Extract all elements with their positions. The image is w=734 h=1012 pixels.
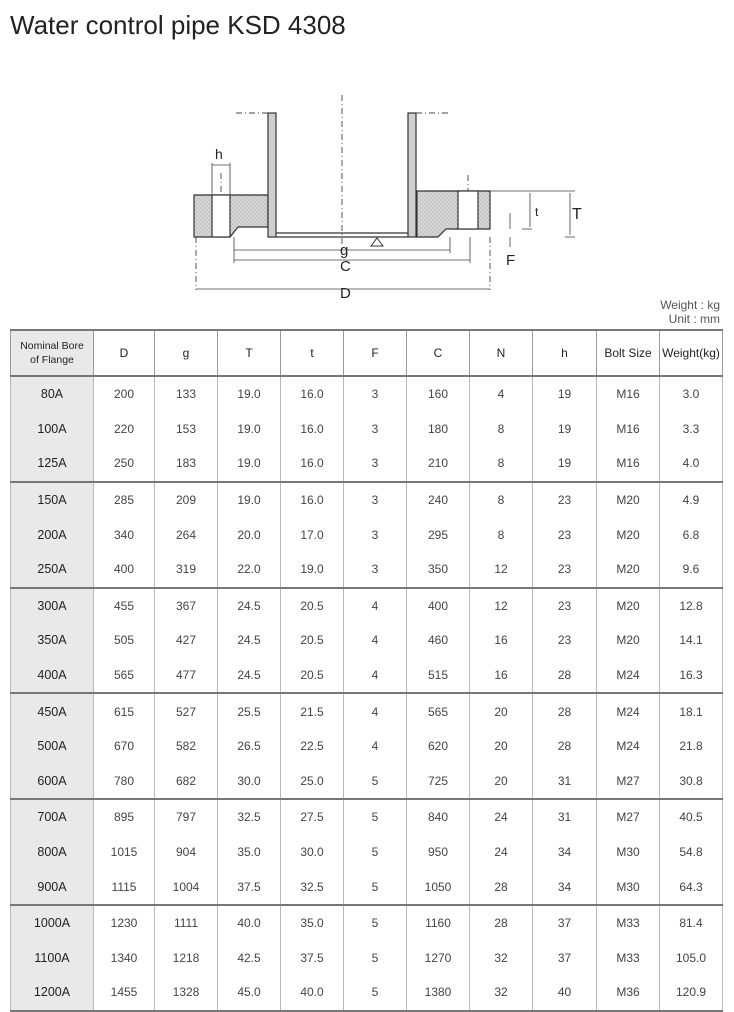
cell-c: 350 [407, 552, 470, 588]
cell-n: 20 [470, 764, 533, 800]
cell-weight: 14.1 [660, 623, 723, 658]
cell-c: 160 [407, 376, 470, 412]
cell-g: 209 [155, 482, 218, 518]
cell-bolt-size: M16 [597, 376, 660, 412]
cell-c: 240 [407, 482, 470, 518]
cell-f: 3 [344, 412, 407, 447]
cell-h: 23 [533, 588, 597, 624]
table-row [11, 729, 723, 764]
flange-right-body [417, 191, 490, 237]
cell-small-t: 16.0 [281, 376, 344, 412]
cell-n: 20 [470, 729, 533, 764]
cell-nominal-bore: 500A [11, 729, 94, 764]
cell-h: 28 [533, 729, 597, 764]
cell-f: 5 [344, 869, 407, 905]
cell-c: 725 [407, 764, 470, 800]
cell-g: 153 [155, 412, 218, 447]
cell-c: 1160 [407, 905, 470, 941]
cell-c: 565 [407, 693, 470, 729]
table-row [11, 869, 723, 905]
cell-big-t: 19.0 [218, 376, 281, 412]
cell-d: 505 [94, 623, 155, 658]
cell-bolt-size: M20 [597, 517, 660, 552]
page-title: Water control pipe KSD 4308 [10, 10, 346, 40]
cell-bolt-size: M20 [597, 552, 660, 588]
cell-n: 32 [470, 941, 533, 976]
cell-h: 31 [533, 764, 597, 800]
cell-big-t: 32.5 [218, 799, 281, 835]
cell-nominal-bore: 400A [11, 658, 94, 694]
header-line: D [119, 346, 129, 360]
cell-h: 23 [533, 517, 597, 552]
cell-d: 895 [94, 799, 155, 835]
cell-bolt-size: M30 [597, 869, 660, 905]
header-n [470, 330, 533, 376]
cell-f: 5 [344, 799, 407, 835]
cell-big-t: 22.0 [218, 552, 281, 588]
cell-h: 19 [533, 376, 597, 412]
table-row [11, 482, 723, 518]
cell-big-t: 37.5 [218, 869, 281, 905]
cell-small-t: 17.0 [281, 517, 344, 552]
cell-g: 1004 [155, 869, 218, 905]
cell-f: 3 [344, 517, 407, 552]
cell-h: 34 [533, 869, 597, 905]
cell-f: 5 [344, 905, 407, 941]
cell-big-t: 19.0 [218, 482, 281, 518]
cell-d: 1015 [94, 835, 155, 870]
header-line: Nominal Bore [20, 340, 84, 352]
cell-bolt-size: M20 [597, 482, 660, 518]
cell-h: 37 [533, 941, 597, 976]
cell-n: 4 [470, 376, 533, 412]
cell-n: 20 [470, 693, 533, 729]
cell-big-t: 45.0 [218, 975, 281, 1011]
cell-weight: 21.8 [660, 729, 723, 764]
cell-nominal-bore: 125A [11, 446, 94, 482]
cell-h: 40 [533, 975, 597, 1011]
cell-small-t: 32.5 [281, 869, 344, 905]
cell-f: 4 [344, 588, 407, 624]
cell-f: 5 [344, 975, 407, 1011]
cell-weight: 4.9 [660, 482, 723, 518]
cell-weight: 4.0 [660, 446, 723, 482]
cell-g: 904 [155, 835, 218, 870]
cell-small-t: 35.0 [281, 905, 344, 941]
dim-label-g: g [340, 242, 349, 259]
cell-h: 37 [533, 905, 597, 941]
header-line: g [182, 346, 190, 360]
cell-c: 515 [407, 658, 470, 694]
cell-g: 527 [155, 693, 218, 729]
cell-small-t: 20.5 [281, 588, 344, 624]
cell-f: 4 [344, 729, 407, 764]
cell-weight: 18.1 [660, 693, 723, 729]
cell-g: 1328 [155, 975, 218, 1011]
units-note [660, 298, 720, 326]
cell-weight: 30.8 [660, 764, 723, 800]
cell-f: 5 [344, 764, 407, 800]
cell-nominal-bore: 1000A [11, 905, 94, 941]
table-row [11, 376, 723, 412]
cell-c: 180 [407, 412, 470, 447]
cell-nominal-bore: 300A [11, 588, 94, 624]
cell-nominal-bore: 450A [11, 693, 94, 729]
cell-n: 8 [470, 446, 533, 482]
cell-nominal-bore: 600A [11, 764, 94, 800]
cell-bolt-size: M36 [597, 975, 660, 1011]
cell-weight: 3.3 [660, 412, 723, 447]
cell-n: 28 [470, 869, 533, 905]
cell-d: 1115 [94, 869, 155, 905]
cell-d: 220 [94, 412, 155, 447]
cell-c: 210 [407, 446, 470, 482]
cell-g: 477 [155, 658, 218, 694]
cell-small-t: 25.0 [281, 764, 344, 800]
cell-h: 19 [533, 446, 597, 482]
cell-g: 319 [155, 552, 218, 588]
cell-n: 8 [470, 517, 533, 552]
cell-c: 1050 [407, 869, 470, 905]
cell-g: 682 [155, 764, 218, 800]
flange-left-body [194, 195, 268, 237]
cell-bolt-size: M24 [597, 658, 660, 694]
cell-n: 24 [470, 799, 533, 835]
cell-bolt-size: M33 [597, 941, 660, 976]
cell-h: 23 [533, 552, 597, 588]
table-row [11, 941, 723, 976]
cell-nominal-bore: 350A [11, 623, 94, 658]
dim-label-h: h [215, 146, 223, 162]
cell-nominal-bore: 250A [11, 552, 94, 588]
cell-n: 28 [470, 905, 533, 941]
cell-c: 620 [407, 729, 470, 764]
cell-bolt-size: M20 [597, 588, 660, 624]
cell-small-t: 22.5 [281, 729, 344, 764]
table-row [11, 552, 723, 588]
table-row [11, 975, 723, 1011]
cell-big-t: 20.0 [218, 517, 281, 552]
cell-big-t: 30.0 [218, 764, 281, 800]
cell-weight: 3.0 [660, 376, 723, 412]
cell-c: 460 [407, 623, 470, 658]
dim-label-D: D [340, 285, 351, 302]
table-row [11, 623, 723, 658]
header-big-t [218, 330, 281, 376]
cell-n: 32 [470, 975, 533, 1011]
header-f [344, 330, 407, 376]
header-c [407, 330, 470, 376]
cell-weight: 16.3 [660, 658, 723, 694]
cell-big-t: 24.5 [218, 658, 281, 694]
cell-bolt-size: M16 [597, 446, 660, 482]
table-row [11, 446, 723, 482]
cell-bolt-size: M33 [597, 905, 660, 941]
cell-d: 615 [94, 693, 155, 729]
header-line: F [371, 346, 379, 360]
cell-small-t: 40.0 [281, 975, 344, 1011]
cell-h: 28 [533, 693, 597, 729]
cell-g: 1218 [155, 941, 218, 976]
cell-f: 3 [344, 376, 407, 412]
cell-g: 367 [155, 588, 218, 624]
cell-weight: 54.8 [660, 835, 723, 870]
cell-h: 19 [533, 412, 597, 447]
cell-g: 183 [155, 446, 218, 482]
table-header-row [11, 330, 723, 376]
cell-n: 8 [470, 482, 533, 518]
cell-d: 400 [94, 552, 155, 588]
cell-bolt-size: M24 [597, 729, 660, 764]
cell-nominal-bore: 100A [11, 412, 94, 447]
cell-big-t: 24.5 [218, 588, 281, 624]
cell-d: 565 [94, 658, 155, 694]
cell-c: 400 [407, 588, 470, 624]
cell-weight: 9.6 [660, 552, 723, 588]
cell-n: 24 [470, 835, 533, 870]
header-g [155, 330, 218, 376]
cell-f: 3 [344, 552, 407, 588]
cell-weight: 12.8 [660, 588, 723, 624]
cell-g: 1111 [155, 905, 218, 941]
cell-weight: 120.9 [660, 975, 723, 1011]
cell-bolt-size: M20 [597, 623, 660, 658]
cell-small-t: 16.0 [281, 446, 344, 482]
header-line: T [245, 346, 253, 360]
cell-small-t: 16.0 [281, 482, 344, 518]
header-line: h [561, 346, 568, 360]
table-row [11, 764, 723, 800]
cell-big-t: 25.5 [218, 693, 281, 729]
cell-weight: 6.8 [660, 517, 723, 552]
cell-nominal-bore: 80A [11, 376, 94, 412]
cell-small-t: 37.5 [281, 941, 344, 976]
dim-label-t: t [535, 205, 539, 219]
cell-nominal-bore: 900A [11, 869, 94, 905]
cell-c: 1270 [407, 941, 470, 976]
cell-big-t: 35.0 [218, 835, 281, 870]
cell-d: 455 [94, 588, 155, 624]
cell-d: 1340 [94, 941, 155, 976]
cell-f: 4 [344, 693, 407, 729]
header-line: Bolt Size [604, 346, 652, 360]
cell-small-t: 27.5 [281, 799, 344, 835]
cell-h: 34 [533, 835, 597, 870]
cell-bolt-size: M24 [597, 693, 660, 729]
cell-c: 295 [407, 517, 470, 552]
cell-d: 780 [94, 764, 155, 800]
header-d [94, 330, 155, 376]
cell-small-t: 30.0 [281, 835, 344, 870]
table-body [11, 376, 723, 1011]
cell-bolt-size: M16 [597, 412, 660, 447]
cell-big-t: 19.0 [218, 446, 281, 482]
dim-label-F: F [506, 252, 516, 269]
cell-nominal-bore: 200A [11, 517, 94, 552]
cell-d: 1455 [94, 975, 155, 1011]
cell-weight: 64.3 [660, 869, 723, 905]
flange-diagram [180, 95, 580, 300]
cell-bolt-size: M30 [597, 835, 660, 870]
cell-g: 582 [155, 729, 218, 764]
length-unit: Unit : mm [668, 312, 720, 326]
cell-d: 250 [94, 446, 155, 482]
table-row [11, 799, 723, 835]
cell-n: 12 [470, 588, 533, 624]
cell-f: 5 [344, 835, 407, 870]
cell-weight: 81.4 [660, 905, 723, 941]
cell-g: 427 [155, 623, 218, 658]
cell-d: 1230 [94, 905, 155, 941]
cell-nominal-bore: 1100A [11, 941, 94, 976]
header-h [533, 330, 597, 376]
weight-unit: Weight : kg [660, 298, 720, 312]
header-weight [660, 330, 723, 376]
header-nominal-bore [11, 330, 94, 376]
header-line: Weight(kg) [662, 346, 720, 360]
header-line: N [496, 346, 506, 360]
cell-g: 264 [155, 517, 218, 552]
cell-f: 5 [344, 941, 407, 976]
cell-big-t: 42.5 [218, 941, 281, 976]
cell-d: 340 [94, 517, 155, 552]
table-row [11, 412, 723, 447]
cell-big-t: 40.0 [218, 905, 281, 941]
table-row [11, 693, 723, 729]
flange-spec-table [10, 329, 723, 1012]
header-small-t [281, 330, 344, 376]
cell-f: 4 [344, 658, 407, 694]
cell-bolt-size: M27 [597, 799, 660, 835]
cell-f: 4 [344, 623, 407, 658]
cell-g: 797 [155, 799, 218, 835]
header-line: C [433, 346, 443, 360]
cell-f: 3 [344, 446, 407, 482]
cell-d: 670 [94, 729, 155, 764]
dim-label-C: C [340, 258, 351, 275]
cell-g: 133 [155, 376, 218, 412]
cell-h: 23 [533, 623, 597, 658]
cell-big-t: 24.5 [218, 623, 281, 658]
cell-small-t: 20.5 [281, 658, 344, 694]
cell-h: 28 [533, 658, 597, 694]
cell-c: 840 [407, 799, 470, 835]
cell-weight: 40.5 [660, 799, 723, 835]
cell-h: 31 [533, 799, 597, 835]
cell-n: 16 [470, 658, 533, 694]
dim-label-T: T [572, 206, 582, 223]
cell-f: 3 [344, 482, 407, 518]
table-row [11, 658, 723, 694]
cell-bolt-size: M27 [597, 764, 660, 800]
cell-big-t: 19.0 [218, 412, 281, 447]
table-row [11, 588, 723, 624]
table-row [11, 905, 723, 941]
cell-nominal-bore: 700A [11, 799, 94, 835]
table-row [11, 835, 723, 870]
cell-n: 12 [470, 552, 533, 588]
cell-c: 1380 [407, 975, 470, 1011]
cell-small-t: 21.5 [281, 693, 344, 729]
cell-d: 285 [94, 482, 155, 518]
cell-nominal-bore: 1200A [11, 975, 94, 1011]
cell-h: 23 [533, 482, 597, 518]
cell-small-t: 19.0 [281, 552, 344, 588]
cell-d: 200 [94, 376, 155, 412]
cell-nominal-bore: 150A [11, 482, 94, 518]
cell-small-t: 16.0 [281, 412, 344, 447]
header-bolt-size [597, 330, 660, 376]
cell-n: 8 [470, 412, 533, 447]
cell-big-t: 26.5 [218, 729, 281, 764]
table-row [11, 517, 723, 552]
cell-nominal-bore: 800A [11, 835, 94, 870]
header-line: of Flange [30, 354, 74, 366]
cell-small-t: 20.5 [281, 623, 344, 658]
cell-weight: 105.0 [660, 941, 723, 976]
cell-n: 16 [470, 623, 533, 658]
cell-c: 950 [407, 835, 470, 870]
header-line: t [310, 346, 314, 360]
